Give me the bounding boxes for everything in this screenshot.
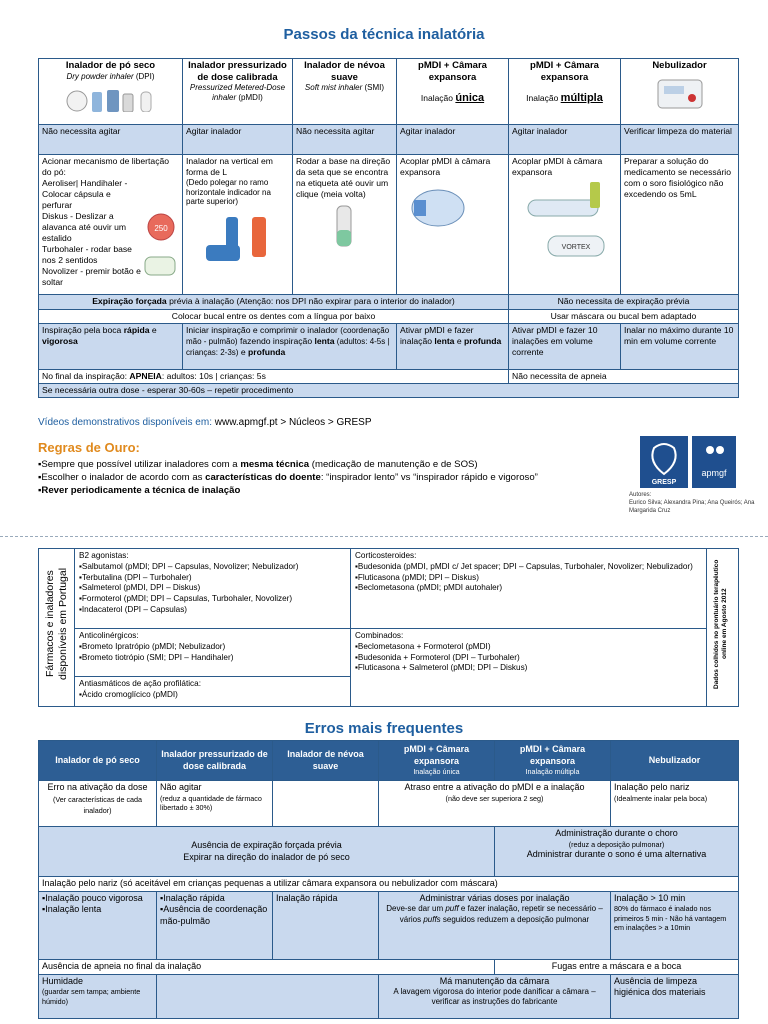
gresp-label: GRESP [651,479,677,486]
err-neb-long: Inalação > 10 min 80% do fármaco é inalado nos primeiros 5 min - Não há vantagem em inalações > a 10min [611,891,739,959]
agitate-smi: Não necessita agitar [293,125,397,155]
inspire-chamber-single: Ativar pMDI e fazer inalação lenta e profunda [397,324,509,370]
authors: Autores: Eurico Silva; Alexandra Pina; Ana Queirós; Ana Margarida Cruz [629,492,755,514]
rule-item: ▪Sempre que possível utilizar inaladores com a mesma técnica (medicação de manutenção e de SOS) [38,459,478,470]
err-dpi-activation: Erro na ativação da dose (Ver características de cada inalador) [39,781,157,827]
data-source-label: Dados colhidos no prontuário terapêutico online em Agosto 2012 [707,549,739,707]
golden-rules-title: Regras de Ouro: [38,440,140,455]
header-smi: Inalador de névoa suave Soft mist inhaler (SMI) [293,59,397,125]
rule-item: ▪Escolher o inalador de acordo com as características do doente: “inspirador lento” vs “inspirador rápido e vigoroso” [38,472,538,483]
no-apnea-cell: Não necessita de apneia [509,370,739,384]
anticholinergics: Anticolinérgicos: ▪Brometo Ipratrópio (pMDI; Nebulizador) ▪Brometo tiotrópio (SMI; DPI – Handihaler) [75,629,351,677]
nebulizer-image [650,74,710,112]
header-nebulizer: Nebulizador [621,59,739,125]
expiration-row: Expiração forçada prévia à inalação (Atenção: nos DPI não expirar para o interior do inalador) [39,295,509,310]
err-pmdi-shake: Não agitar (reduz a quantidade de fármaco libertado ± 30%) [157,781,273,827]
header-chamber-single: pMDI + Câmara expansora Inalação única [397,59,509,125]
inspire-dpi: Inspiração pela boca rápida e vigorosa [39,324,183,370]
inspire-nebulizer: Inalar no máximo durante 10 min em volume corrente [621,324,739,370]
prepare-smi: Rodar a base na direção da seta que se encontra na etiqueta até ouvir um clique (meia volta) [293,155,397,295]
err-smi-empty [273,781,379,827]
err-neb-nose: Inalação pelo nariz (Idealmente inalar pela boca) [611,781,739,827]
inspire-pmdi: Iniciar inspiração e comprimir o inalador (coordenação mão - pulmão) fazendo inspiração lenta (adultos: 4-5s | crianças: 2-3s) e profunda [183,324,397,370]
gresp-apmgf-logos [640,436,740,488]
corticosteroids: Corticosteroides: ▪Budesonida (pMDI, pMDI c/ Jet spacer; DPI – Capsulas, Turbohaler, Novolizer; Nebulizador) ▪Fluticasona (pMDI; DPI – Diskus) ▪Beclometasona (pMDI; pMDI autohaler) [351,549,707,629]
header-pmdi: Inalador pressurizado de dose calibrada Pressurized Metered-Dose inhaler (pMDI) [183,59,293,125]
err-empty-cell [157,974,379,1018]
smi-inhaler-image [315,202,375,250]
prepare-dpi: Acionar mecanismo de libertação do pó: Aeroliser| Handihaler - Colocar cápsula e perfurar Diskus - Deslizar a alavanca até ouvir um estalido Turbohaler - rodar base nos 2 sentidos Novolizer - premir botão e soltar 250 [39,155,183,295]
err-smi-fast: Inalação rápida [273,891,379,959]
diskus-turbohaler-image [143,211,179,291]
err-nose-inhalation: Inalação pelo nariz (só aceitável em crianças pequenas a utilizar câmara expansora ou nebulizador com máscara) [39,877,739,892]
err-chamber-maintenance: Má manutenção da câmara A lavagem vigorosa do interior pode danificar a câmara – verificar as instruções do fabricante [379,974,611,1018]
errors-title: Erros mais frequentes [304,720,464,737]
agitate-pmdi: Agitar inalador [183,125,293,155]
err-neb-cleaning: Ausência de limpeza higiénica dos materiais [611,974,739,1018]
prepare-chamber-multiple: Acoplar pMDI à câmara expansora VORTEX [509,155,621,295]
b2-agonists: B2 agonistas: ▪Salbutamol (pMDI; DPI – Capsulas, Novolizer; Nebulizador) ▪Terbutalina (DPI – Turbohaler) ▪Salmeterol (pMDI, DPI – Diskus) ▪Formoterol (pMDI; DPI – Capsulas, Turbohaler, Novolizer) ▪Indacaterol (DPI – Capsulas) [75,549,351,629]
rule-item: ▪Rever periodicamente a técnica de inalação [38,485,241,496]
err-header-pmdi: Inalador pressurizado de dose calibrada [157,741,273,781]
drugs-table [38,548,739,707]
err-dpi-weak: ▪Inalação pouco vigorosa ▪Inalação lenta [39,891,157,959]
err-chamber-delay: Atraso entre a ativação do pMDI e a inalação (não deve ser superiora 2 seg) [379,781,611,827]
technique-table [38,58,739,398]
err-header-smi: Inalador de névoa suave [273,741,379,781]
video-path[interactable]: www.apmgf.pt > Núcleos > GRESP [214,417,372,428]
mask-cell: Usar máscara ou bucal bem adaptado [509,310,739,324]
prepare-nebulizer: Preparar a solução do medicamento se necessário com o soro fisiológico não excedendo os 5mL [621,155,739,295]
mouthpiece-row: Colocar bucal entre os dentes com a língua por baixo [39,310,509,324]
dose-counter-label: 250 [154,224,168,233]
prepare-chamber-single: Acoplar pMDI à câmara expansora [397,155,509,295]
header-chamber-multiple: pMDI + Câmara expansora Inalação múltipla [509,59,621,125]
antiasthmatic: Antiasmáticos de ação profilática: ▪Ácido cromoglícico (pMDI) [75,677,351,707]
apnea-row: No final da inspiração: APNEIA: adultos: 10s | crianças: 5s [39,370,509,384]
agitate-dpi: Não necessita agitar [39,125,183,155]
section-divider [0,536,768,537]
err-header-nebulizer: Nebulizador [611,741,739,781]
inspire-chamber-multiple: Ativar pMDI e fazer 10 inalações em volume corrente [509,324,621,370]
err-no-apnea: Ausência de apneia no final da inalação [39,959,495,974]
pmdi-inhaler-image [186,211,286,271]
err-header-dpi: Inalador de pó seco [39,741,157,781]
err-header-chamber-multiple: pMDI + Câmara expansora Inalação múltipla [495,741,611,781]
err-header-chamber-single: pMDI + Câmara expansora Inalação única [379,741,495,781]
spacer-chamber-image [406,182,476,232]
apmgf-label: apmgf [701,468,727,478]
vortex-label: VORTEX [561,244,591,251]
header-dpi: Inalador de pó seco Dry powder inhaler (DPI) [39,59,183,125]
golden-rules-list [38,458,628,497]
repeat-row: Se necessária outra dose - esperar 30-60s – repetir procedimento [39,384,739,398]
combined: Combinados: ▪Beclometasona + Formoterol (pMDI) ▪Budesonida + Formoterol (DPI – Turbohaler) ▪Fluticasona + Salmeterol (pMDI; DPI – Diskus) [351,629,707,707]
logos [640,436,740,493]
err-dpi-humidity: Humidade (guardar sem tampa; ambiente húmido) [39,974,157,1018]
video-links: Vídeos demonstrativos disponíveis em: www.apmgf.pt > Núcleos > GRESP [38,417,372,428]
agitate-nebulizer: Verificar limpeza do material [621,125,739,155]
err-pmdi-fast: ▪Inalação rápida ▪Ausência de coordenação mão-pulmão [157,891,273,959]
agitate-chamber-multiple: Agitar inalador [509,125,621,155]
errors-table [38,740,739,1019]
dpi-inhalers-image [61,84,161,112]
err-crying: Administração durante o choro (reduz a deposição pulmonar) Administrar durante o sono é uma alternativa [495,827,739,877]
spacer-vortex-image [512,180,616,270]
no-expiration-cell: Não necessita de expiração prévia [509,295,739,310]
drugs-side-label: Fármacos e inaladores disponíveis em Portugal [39,549,75,707]
err-chamber-multiple-doses: Administrar várias doses por inalação Deve-se dar um puff e fazer inalação, repetir se necessário – vários puffs seguidos reduzem a deposição pulmonar [379,891,611,959]
agitate-chamber-single: Agitar inalador [397,125,509,155]
err-mask-leak: Fugas entre a máscara e a boca [495,959,739,974]
err-no-expiration: Ausência de expiração forçada prévia Expirar na direção do inalador de pó seco [39,827,495,877]
prepare-pmdi: Inalador na vertical em forma de L (Dedo polegar no ramo horizontale indicador na parte superior) [183,155,293,295]
page-title: Passos da técnica inalatória [283,26,485,43]
